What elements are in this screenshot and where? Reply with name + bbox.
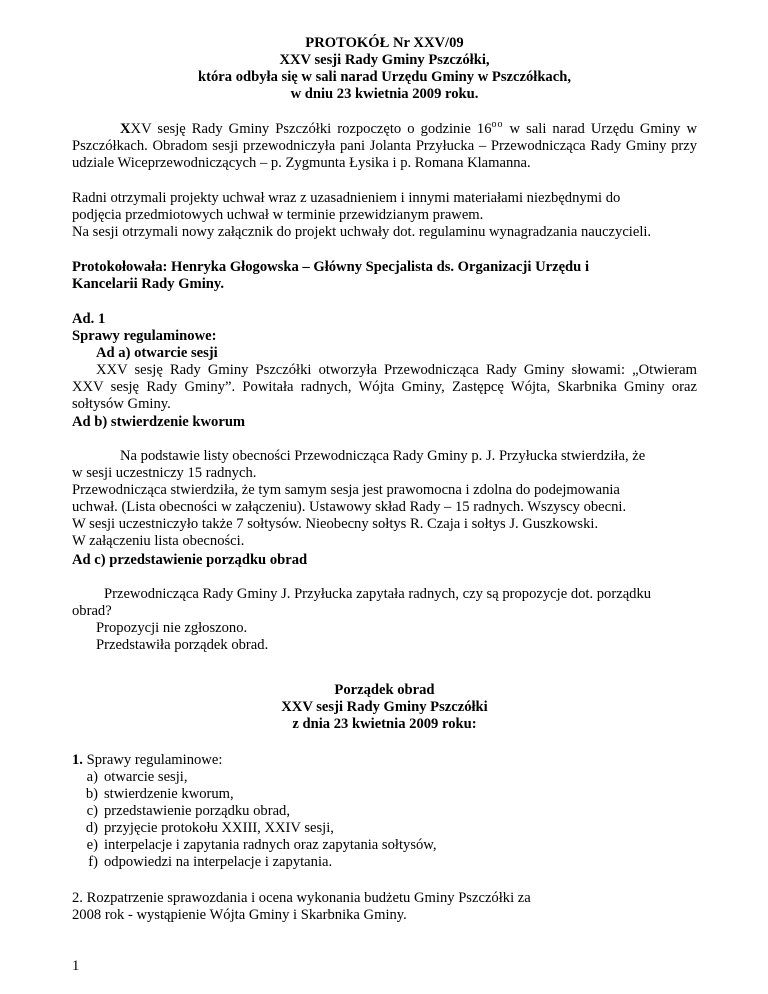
adb-title: Ad b) stwierdzenie kworum xyxy=(72,414,246,430)
list-item: d) przyjęcie protokołu XXIII, XXIV sesji, xyxy=(85,820,334,836)
agenda-item-2-line-2: 2008 rok - wystąpienie Wójta Gminy i Skarbnika Gminy. xyxy=(72,907,407,923)
adb-line-1: Na podstawie listy obecności Przewodnicząca Rady Gminy p. J. Przyłucka stwierdziła, że xyxy=(120,448,646,464)
agenda-item-2-line-1: 2. Rozpatrzenie sprawozdania i ocena wykonania budżetu Gminy Pszczółki za xyxy=(72,890,531,906)
adc-line-1: Przewodnicząca Rady Gminy J. Przyłucka zapytała radnych, czy są propozycje dot. porządku xyxy=(104,586,652,602)
adb-line-4: uchwał. (Lista obecności w załączeniu). Ustawowy skład Rady – 15 radnych. Wszyscy obecni. xyxy=(72,499,627,515)
list-item: a) otwarcie sesji, xyxy=(86,769,188,785)
materials-line-2: podjęcia przedmiotowych uchwał w terminie przewidzianym prawem. xyxy=(72,207,484,223)
adc-title: Ad c) przedstawienie porządku obrad xyxy=(72,552,308,568)
ad1-a-text: XXV sesję Rady Gminy Pszczółki otworzyła Przewodnicząca Rady Gminy słowami: „Otwieram XXV sesję Rady Gminy”. Powitała radnych, Wójta Gminy, Zastępcę Wójta, Skarbnika Gminy oraz sołtysów Gminy. xyxy=(72,362,697,412)
ad1-a-title: Ad a) otwarcie sesji xyxy=(96,345,218,361)
agenda-title: Porządek obrad xyxy=(334,682,435,698)
adc-line-3: Propozycji nie zgłoszono. xyxy=(96,620,248,636)
section-adb xyxy=(72,414,697,431)
recorder-paragraph xyxy=(72,259,697,293)
intro-lead-letter: X xyxy=(120,121,131,137)
agenda-session: XXV sesji Rady Gminy Pszczółki xyxy=(281,699,488,715)
list-item: e) interpelacje i zapytania radnych oraz zapytania sołtysów, xyxy=(86,837,437,853)
adc-line-4: Przedstawiła porządek obrad. xyxy=(96,637,269,653)
protocol-header xyxy=(72,35,697,103)
header-line-1: PROTOKÓŁ Nr XXV/09 xyxy=(305,35,464,51)
intro-text-a: XV sesję Rady Gminy Pszczółki rozpoczęto o godzinie 16 xyxy=(130,121,492,137)
materials-line-3: Na sesji otrzymali nowy załącznik do projekt uchwały dot. regulaminu wynagradzania nauczycieli. xyxy=(72,224,652,240)
header-line-3: która odbyła się w sali narad Urzędu Gminy w Pszczółkach, xyxy=(198,69,571,85)
agenda-item-1-number: 1. xyxy=(72,752,83,768)
adc-line-2: obrad? xyxy=(72,603,112,619)
agenda-item-1 xyxy=(72,752,697,769)
list-item: f) odpowiedzi na interpelacje i zapytania. xyxy=(88,854,333,870)
agenda-item-2 xyxy=(72,890,697,924)
header-line-2: XXV sesji Rady Gminy Pszczółki, xyxy=(279,52,490,68)
adb-body xyxy=(72,448,697,550)
agenda-heading xyxy=(72,682,697,733)
recorder-line-1: Protokołowała: Henryka Głogowska – Główny Specjalista ds. Organizacji Urzędu i xyxy=(72,259,589,275)
header-line-4: w dniu 23 kwietnia 2009 roku. xyxy=(290,86,479,102)
list-item: b) stwierdzenie kworum, xyxy=(85,786,234,802)
agenda-sublist xyxy=(72,769,697,871)
adb-line-3: Przewodnicząca stwierdziła, że tym samym sesja jest prawomocna i zdolna do podejmowania xyxy=(72,482,620,498)
intro-paragraph xyxy=(72,121,697,172)
ad1-title: Ad. 1 xyxy=(72,311,106,327)
agenda-date: z dnia 23 kwietnia 2009 roku: xyxy=(292,716,477,732)
materials-line-1: Radni otrzymali projekty uchwał wraz z uzasadnieniem i innymi materiałami niezbędnymi do xyxy=(72,190,621,206)
intro-text-b: w sali narad Urzędu Gminy w Pszczółkach. Obradom sesji przewodniczyła pani Jolanta Przyłucka – Przewodnicząca Rady Gminy przy udziale Wiceprzewodniczących – p. Zygmunta Łysika i p. Romana Klamanna. xyxy=(72,121,697,171)
adb-line-6: W załączeniu lista obecności. xyxy=(72,533,245,549)
section-adc xyxy=(72,552,697,569)
ad1-subtitle: Sprawy regulaminowe: xyxy=(72,328,217,344)
adc-body xyxy=(72,586,697,654)
recorder-line-2: Kancelarii Rady Gminy. xyxy=(72,276,225,292)
intro-time-superscript: oo xyxy=(491,119,504,130)
materials-paragraph xyxy=(72,190,697,241)
page-number: 1 xyxy=(72,958,80,974)
adb-line-2: w sesji uczestniczy 15 radnych. xyxy=(72,465,257,481)
section-ad1 xyxy=(72,311,697,413)
adb-line-5: W sesji uczestniczyło także 7 sołtysów. Nieobecny sołtys R. Czaja i sołtys J. Guszkowski. xyxy=(72,516,599,532)
agenda-list xyxy=(72,752,697,871)
list-item: c) przedstawienie porządku obrad, xyxy=(86,803,290,819)
agenda-item-1-label: Sprawy regulaminowe: xyxy=(82,752,223,768)
